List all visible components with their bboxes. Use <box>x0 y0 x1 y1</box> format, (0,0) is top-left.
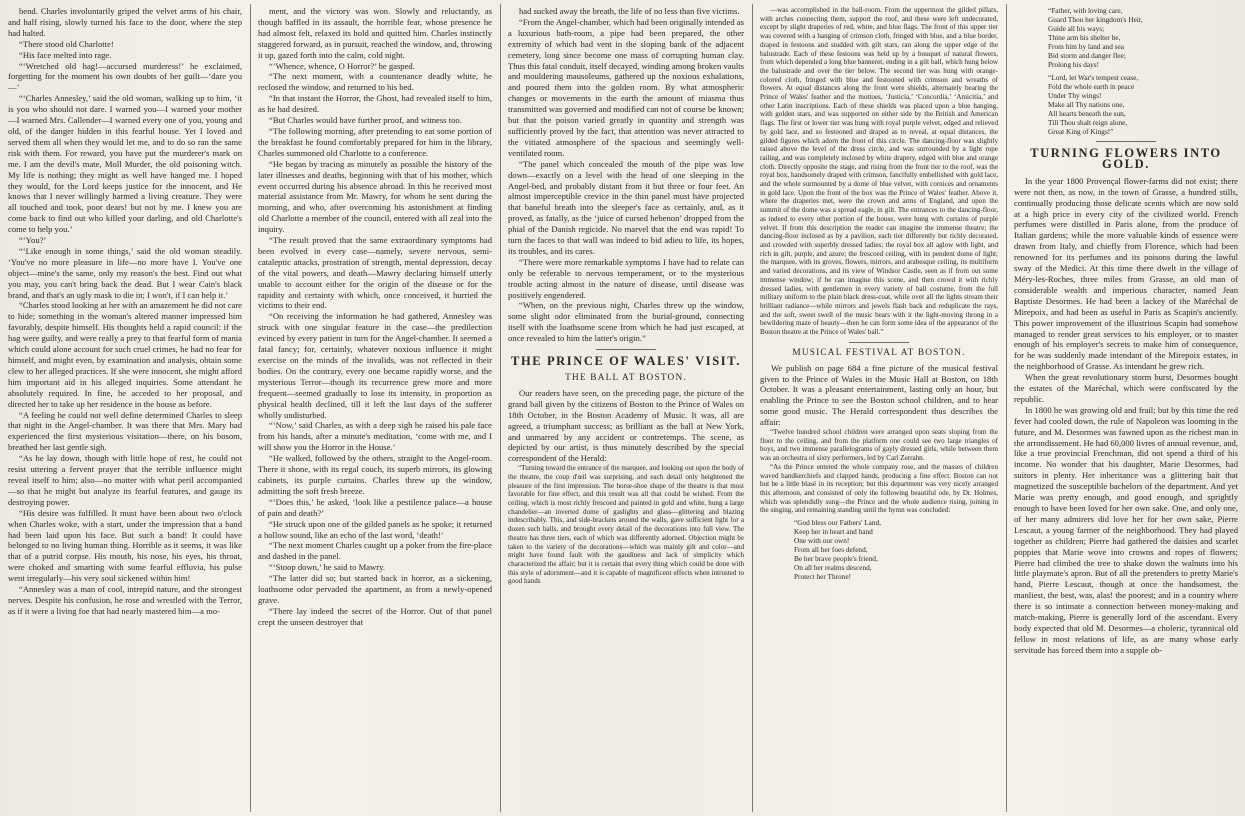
paragraph: “In that instant the Horror, the Ghost, had revealed itself to him, as he had desired. <box>258 93 492 115</box>
paragraph: “There lay indeed the secret of the Horror. Out of that panel crept the unseen destroyer that <box>258 605 492 627</box>
paragraph: “‘You?’ <box>19 235 47 246</box>
poem-line: Make all Thy nations one, <box>1048 100 1125 109</box>
column-1 <box>2 6 248 812</box>
paragraph: “On receiving the information he had gathered, Annesley was struck with one singular feature in the case—the predilection evinced by every patient in turn for the Angel-chamber. It seemed a fatal fancy; for, certainly, whatever noxious influence it might exercise on the minds of the invalids, was not reflected in their bodies. On the contrary, every one became rapidly worse, and the mysterious Terror—though its recurrence grew more and more frequent—seemed gradually to lose its intensity, in proportion as physical health declined, till it left the last days of the sufferer wholly undisturbed. <box>258 311 492 420</box>
section-divider <box>596 349 656 350</box>
paragraph: “The next moment, with a countenance deadly white, he reclosed the window, and returned to his bed. <box>258 71 492 93</box>
ball-description <box>508 464 744 586</box>
paragraph: “The panel which concealed the mouth of the pipe was low down—exactly on a level with the head of one sleeping in the Angel-bed, and probably distant from it but three or four feet. An almost imperceptible crevice in the thin panel must have projected that baneful breath into the sleeper's face as certainly, and, as it proved, as fatally, as the ‘juice of cursed hebenon’ dropped from the phial of the Danish regicide. No marvel that the end was rapid! To turn the faces to that wall was indeed to bid adieu to life, its hopes, its troubles, and its cares. <box>508 158 744 256</box>
section-intro-ball <box>508 388 744 464</box>
poem-line: From all her foes defend, <box>794 545 868 555</box>
poem-line: Guide all his ways; <box>1048 24 1105 33</box>
paragraph: “A feeling he could not well define determined Charles to sleep that night in the Angel-chamber. It was there that Mrs. Mary had experienced the first mysterious visitation—there, on his bosom, breathed her last gentle sigh. <box>8 409 242 453</box>
column-3-text <box>508 6 744 344</box>
column-5 <box>1008 6 1244 812</box>
paragraph: “The latter did so; but started back in horror, as a sickening, loathsome odor pervaded the apartment, as from a newly-opened grave. <box>258 573 492 605</box>
poem-line: Guard Thou her kingdom's Heir, <box>1048 15 1143 24</box>
paragraph: “From the Angel-chamber, which had been originally intended as a luxurious bath-room, a pipe had been prepared, the other extremity of which had vent in the sloping bank of the adjacent cemetery, long since become one mass of corrupting human clay. Thus this fatal conduit, itself decayed, winding among broken vaults and mouldering mausoleums, gathered up the noxious exhalations, and poured them into the golden room. By what atmospheric changes or movements in the earth the amount of miasma thus transmitted was governed and modified can not of course be known; but that the poison varied greatly in quantity and strength was sufficiently proved by the fact, that attention was never attracted to the vitiated atmosphere of the spacious and seemingly well-ventilated room. <box>508 16 744 158</box>
section-title-flowers-gold: TURNING FLOWERS INTO GOLD. <box>1030 146 1222 171</box>
paragraph: “As the Prince entered the whole company rose, and the masses of children waved handkerchiefs and clapped hands, producing a fine effect. Boston can not but be a little blasé in its reception; but this department was very nicely arranged this afternoon, and consisted of only the following beautiful ode, by Dr. Holmes, which was splendidly sung—the Prince and the whole audience rising, joining in the singing, and remaining standing until the hymn was concluded: <box>760 462 998 515</box>
section-title-prince-visit: THE PRINCE OF WALES' VISIT. <box>511 354 741 369</box>
paragraph: had sucked away the breath, the life of no less than five victims. <box>519 6 740 16</box>
paragraph: “‘Whence, whence, O Horror?’ he gasped. <box>269 60 415 71</box>
paragraph: “‘Wretched old hag!—accursed murderess!’ he exclaimed, forgetting for the moment his own doubts of her guilt—‘dare you—’ <box>8 60 242 93</box>
paragraph: “‘Now,’ said Charles, as with a deep sigh he raised his pale face from his hands, after a minute's meditation, ‘come with me, and I will show you the Horror in the House.’ <box>258 420 492 453</box>
poem-line: “Lord, let War's tempest cease, <box>1048 73 1139 82</box>
paragraph: “His desire was fulfilled. It must have been about two o'clock when Charles woke, with a start, under the impression that a band had been laid upon his face. But such a band! It could have belonged to no living human thing. Horrible as it seems, it was like that of a putrid corpse. His mouth, his nose, his eyes, his throat, were choked and smarting with some fearful effluvia, his pulse went irregularly—his very soul sickened within him! <box>8 507 242 584</box>
poem-line: Keep her in heart and hand <box>794 527 873 537</box>
section-title-musical-festival: MUSICAL FESTIVAL AT BOSTON. <box>792 347 966 358</box>
poem-line: Protect her Throne! <box>794 572 852 582</box>
paragraph: “Charles stood looking at her with an amazement he did not care to hide; something in the woman's altered manner impressed him favorably, despite himself. His thoughts held a rapid council: if the hag were guilty, and were really a prey to that fearful form of mania which could alone account for such cruel crimes, he had no fear for himself, and might even, by examination and analysis, obtain some clew to her alleged practices. If she were innocent, she might afford him important aid in his alleged inquiries. Some attendant he absolutely required. In fine, he acceded to her proposal, and directed her to take up her residence in the house as before. <box>8 300 242 409</box>
poem-line: Under Thy wings! <box>1048 91 1102 100</box>
paragraph: “‘Charles Annesley,’ said the old woman, walking up to him, ‘it is you who should not dare. I warned you—I warned your mother—I warned Mrs. Callender—I warned every one of you, young and old, of the danger hidden in this fearful house. Yet I loved and served them all when they would let me, and to do so ran the same risk with them. For reward, you have put the murderer's mark on me. I am the devil's mate, Moll Murder, the old poisoning witch. My life is nothing; they might as well have hanged me. I hoped they would, for the Lord keeps justice for the innocent, and He knows that I never willingly harmed a living creature. They were all touched and took, poor dears! but not by me. I knew you are come back to find out who killed your darling, and old Charlotte's come to help you.’ <box>8 93 242 235</box>
paragraph: “He began by tracing as minutely as possible the history of the later illnesses and deaths, beginning with that of his mother, which event occurred during his absence abroad. In this he received most material assistance from Mr. Mawry, for whom he sent during the morning, and who, after overcoming his astonishment at finding old Charlotte a member of the council, entered with all zeal into the inquiry. <box>258 158 492 235</box>
paragraph: “But Charles would have further proof, and witness too. <box>269 115 462 126</box>
paragraph: When the great revolutionary storm burst, Desormes bought the estates of the Maréchal, which were confiscated by the republic. <box>1014 372 1238 404</box>
paragraph: “Annesley was a man of cool, intrepid nature, and the strongest nerves. Despite his confusion, he rose and wrestled with the Terror, as if it were a living foe that had nearly mastered him—a mo- <box>8 584 242 616</box>
poem-line: Prolong his days! <box>1048 60 1100 69</box>
hymn-stanza <box>1048 73 1238 136</box>
festival-description <box>760 428 998 515</box>
hymn-stanza <box>794 518 998 581</box>
column-1-text <box>8 6 242 617</box>
paragraph: “‘Like enough in some things,’ said the old woman steadily. ‘You've no more pleasure in life—no more have I. You've one object—mine's the same, only my reason's the best. Find out what you may, you can't bring back the dead. But I wear Cain's black brand, and that's an ugly mask to die in; I won't, if I can help it.’ <box>8 245 242 300</box>
paragraph: “There stood old Charlotte! <box>19 38 114 49</box>
paragraph: “‘Stoop down,’ he said to Mawry. <box>269 562 385 573</box>
paragraph: bend. Charles involuntarily griped the velvet arms of his chair, and half rising, slowly turned his face to the door, where the step had halted. <box>8 6 242 38</box>
column-rule <box>250 4 251 812</box>
column-5-text <box>1014 176 1238 656</box>
poem-line: Great King of Kings!” <box>1048 127 1114 136</box>
poem-line: Be her brave people's friend, <box>794 554 878 564</box>
paragraph: Our readers have seen, on the preceding page, the picture of the grand ball given by the citizens of Boston to the Prince of Wales on 18th October, in the Boston Academy of Music. It was, all are agreed, a triumphant success; as brilliant as the ball at New York, and unmarred by any accident or contretemps. The scene, as depicted by our artist, is thus minutely described by the special correspondent of the Herald: <box>508 387 744 464</box>
section-divider <box>849 342 909 343</box>
poem-line: Till Thou shalt reign alone, <box>1048 118 1128 127</box>
poem-line: All hearts beneath the sun, <box>1048 109 1126 118</box>
section-subtitle-ball: THE BALL AT BOSTON. <box>565 373 687 383</box>
paragraph: We publish on page 684 a fine picture of the musical festival given to the Prince of Wales in the Music Hall at Boston, on 18th October. It was a pleasant entertainment, lasting only an hour, but enabling the Prince to see the Boston school children, and to hear some good music. The Herald correspondent thus describes the affair: <box>760 362 998 428</box>
paragraph: “There were more remarkable symptoms I have had to relate can only be referable to nervous temperament, or to the mysterious trouble acting almost in the nature of disease, until disease was positively engendered. <box>508 256 744 300</box>
column-4-small-text <box>760 6 998 337</box>
paragraph: “The next moment Charles caught up a poker from the fire-place and dashed in the panel. <box>258 540 492 562</box>
paragraph: In 1800 he was growing old and frail; but by this time the red fever had cooled down, the rule of Napoleon was looming in the future, and M. Desormes was fawned upon as the richest man in the arrondissement. He had 60,000 livres of annual revenue, and, like a true provincial Frenchman, did not spend a third of his income. No wonder that his daughter, Marie Desormes, had suitors in plenty. Her inheritance was a glittering bait that magnetized the susceptible bachelors of the department. And yet Marie was pretty enough, and good enough, and sprightly enough to have been loved for her own sake. One, and only one, of her many admirers did love her for her own sake, Pierre Lescaut, a young farmer of the neighborhood. They had played together as children; Pierre had gathered the daisies and scarlet poppies that Marie wove into crowns and ropes of flowers; Pierre had climbed the tree to shake down the walnuts into his little playmate's apron. But of all the pretenders to pretty Marie's hand, Pierre Lescaut, though at once the handsomest, the manliest, the best, was, alas! the poorest; and in a country where there is so intimate a connection between money-making and match-making, Pierre is generally lord of the ascendant. Every body expected that old M. Desormes—a choleric, tyrannical old fellow in most relations of life, as are many whose early servitude has forced them into a supple ob- <box>1014 404 1238 655</box>
paragraph: “When, on the previous night, Charles threw up the window, some slight odor eliminated from the burial-ground, connecting itself with the loathsome scene from which he had just escaped, at once revealed to him the latter's origin.” <box>508 300 744 344</box>
column-3 <box>502 6 750 812</box>
paragraph: In the year 1800 Provençal flower-farms did not exist; there were not then, as now, in the town of Grasse, a hundred stills, continually producing those delicate scents which are now sold at a high price in every city of the civilized world. French perfumes were distilled in Paris alone, from the produce of Italian gardens; while the more valuable kinds of essence were drawn from Italy, and chiefly from Florence, which had been renowned for its perfumes and its poisons during the lawful sway of the Medici. At this time there dwelt in the village of Méry-les-Roches, three miles from Grasse, an old man of considerable wealth and imperious character, named Jean Baptiste Desormes. He had been a lackey of the Maréchal de Mirepoix, and had been as useful in Paris as Scapin's anciently. This power improvement of the illustrious Scapin had somehow managed to render great services to his employer, or to master enough of his employer's secrets to make him of consequence, for he was suddenly made intendant of the Mirepoix estates, in the neighborhood of Grasse. As intendant he grew rich. <box>1014 175 1238 372</box>
hymn-stanza <box>1048 6 1238 69</box>
paragraph: “Turning toward the entrance of the marquee, and looking out upon the body of the theatre, the coup d'œil was surprising, and each detail only heightened the pleasure of the first impression. The horse-shoe shape of the theatre is that most favorable for fine effect, and this result was all that could be wished. From the ceiling, which is most richly frescoed and painted in gold and white, hung a large chandelier—an inverted dome of gaslights and glass—glittering and blazing indescribably. This, and side-brackets around the walls, gave sufficient light for a dozen such balls, and brought every detail of the decorations into full view. The theatre has three tiers, each of which was differently adorned. Objection might be taken to the variety of the decorations—which was mainly gilt and color—and might have found fault with the gaudiness and lack of simplicity which characterized the affair; but it is certain that every thing which could be done with this style of adornment—and it is capable of magnificent effects when intrusted to good hands <box>508 464 744 586</box>
column-rule <box>752 4 753 812</box>
section-intro-festival <box>760 363 998 428</box>
paragraph: —was accomplished in the ball-room. From the uppermost the gilded pillars, with arches connecting them, support the roof, and these were left undecorated, except by slight draperies of red, white, and blue flags. The front of this upper tier was covered with a hanging of crimson cloth, fringed with blue, and a blue border, draped in festoons and studded with gilt stars, ran along the upper edge of the balustrade. Each of these festoons was held up by a bouquet of natural flowers, from which depended a long blue banneret, ending in a gilt ball, which hung below the balustrade and over the tier below. The second tier was hung with orange-colored cloth, fringed with blue and festooned with crimson and wreaths of flowers. At equal distances along the front were shields, alternately bearing the Prince of Wales' feather and the mottoes, ‘Justicia,’ ‘Concordia,’ ‘Amicitia,’ and other Latin inscriptions. Each of these shields was placed upon a blue hanging, with golden stars, and was supported on either side by the British and American flags. The first or lower tier was hung with royal purple velvet, edged and relieved by gold lace, and so festooned and draped as to reveal, at equal distances, the gilded figures which adorn the front of this circle. The dancing-floor was slightly raised above the level of the dress circle, and was surrounded by a light rope railing, and was completely inclosed by white drapery, edged with blue and orange cloth. Directly opposite the stage, and rising from the front tier to the roof, was the royal box, handsomely draped with crimson, fancifully embellished with gold lace, and the whole surmounted by a dome of blue velvet, with cornices and ornaments in gold lace. Upon the front of the box was the Prince of Wales' feather. Above it, where the draperies met, were the crown and arms of England, and upon the summit of the dome was a spread eagle, in gilt. The entrances to the dancing-floor, as indeed to every other portion of the house, were hung with curtains of purple velvet. If from this description the reader can imagine the immense theatre; the dancing-floor inclosed as by a pavilion, each tier differently but richly decorated, and crowded with superbly dressed ladies; the royal box all aglow with light, and rich in gilt, purple, and azure; the frescoed ceiling, with its pendent dome of light; the marquee, with its groves, flowers, mirrors, and arabesque ceiling, its multiform and varied decorations, and its view of Windsor Castle, seen as if from out some immense window; if he can imagine this scene, and then crowd it with richly dressed ladies, with gentlemen in every variety of ball costume, from the full military uniform to the plain black dress-coat, while over all the lights stream their brilliant radiance—while mirrors and jewels flash back and reduplicate the rays, and the soft, sweet swell of the music bears with it the light-moving throng in a bewildering maze of beauty—then he can form some idea of the appearance of the Boston theatre at the Prince of Wales' ball.” <box>760 6 998 337</box>
paragraph: “The result proved that the same extraordinary symptoms had been evolved in every case—namely, severe nervous, semi-cataleptic attacks, prostration of strength, mental depression, decay of the vital powers, and death—Mawry declaring himself utterly unable to account either for the origin of the disease or for the rapidity and certainty with which, once conceived, it hurried the victims to their end. <box>258 235 492 311</box>
paragraph: “The following morning, after pretending to eat some portion of the breakfast he found comfortably prepared for him in the library, Charles summoned old Charlotte to a conference. <box>258 125 492 158</box>
poem-line: Bid storm and danger flee; <box>1048 51 1126 60</box>
column-2 <box>252 6 498 812</box>
column-rule <box>1006 4 1007 812</box>
poem-line: “Father, with loving care, <box>1048 6 1123 15</box>
poem-line: One with our own! <box>794 536 850 546</box>
paragraph: “He walked, followed by the others, straight to the Angel-room. There it shone, with its regal couch, its superb mirrors, its glowing cabinets, its purple curtains. Charles threw up the window, admitting the soft fresh breeze. <box>258 453 492 496</box>
poem-line: On all her realms descend, <box>794 563 872 573</box>
poem-line: From him by land and sea <box>1048 42 1124 51</box>
paragraph: “His face melted into rage. <box>19 49 112 60</box>
poem-line: Thine arm his shelter be, <box>1048 33 1121 42</box>
paragraph: “‘Does this,’ he asked, ‘look like a pestilence palace—a house of pain and death?’ <box>258 496 492 518</box>
poem-line: Fold the whole earth in peace <box>1048 82 1135 91</box>
section-divider <box>1096 141 1156 142</box>
poem-line: “God bless our Fathers' Land, <box>794 518 882 528</box>
column-2-text <box>258 6 492 628</box>
paragraph: “As he lay down, though with little hope of rest, he could not resist uttering a fervent prayer that the terrible influence might reveal itself to him; also—no matter with what peril accompanied—so that he might but analyze its fearful features, and gauge its destroying power. <box>8 453 242 507</box>
column-4 <box>754 6 1004 812</box>
paragraph: “Twelve hundred school children were arranged upon seats sloping from the floor to the ceiling, and from the platform one could see two large triangles of boys, and two immense parallelograms of gayly dressed girls, while between them was an orchestra of sixty performers, led by Carl Zerrahn. <box>760 428 998 463</box>
paragraph: ment, and the victory was won. Slowly and reluctantly, as though baffled in its assault, the horrible fear, whose presence he had almost felt, relaxed its hold and quitted him. Charles instinctly staggered forward, as in pursuit, reached the window, and, throwing it up, gazed forth into the calm, cold night. <box>258 6 492 60</box>
paragraph: “He struck upon one of the gilded panels as he spoke; it returned a hollow sound, like an echo of the last word, ‘death!’ <box>258 518 492 540</box>
column-rule <box>500 4 501 812</box>
